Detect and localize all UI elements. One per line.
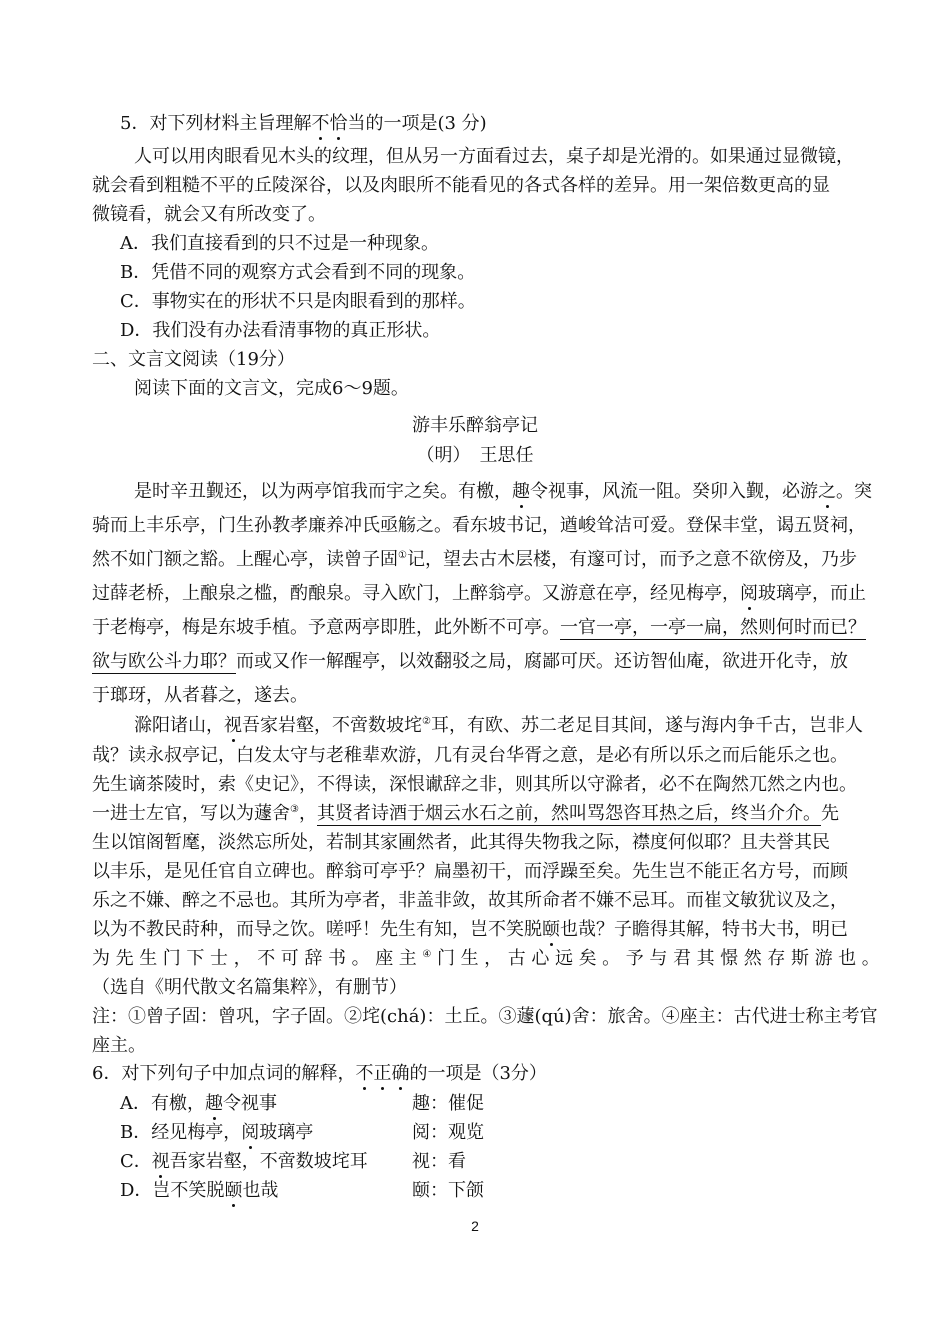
emphasis-char: 趣 [512,481,530,502]
annotation-notes: 注：①曾子固：曾巩，字子固。②垞(chá)：土丘。③蘧(qú)舍：旅舍。④座主：古代进士称主考官 [92,1006,878,1027]
q5-option-c: C．事物实在的形状不只是肉眼看到的那样。 [120,291,476,312]
footnote-marker: ① [398,550,407,561]
passage-line: 先生谪茶陵时，索《史记》，不得读，深恨谳辞之非，则其所以守滁者，必不在陶然兀然之内也。 [92,774,857,795]
passage-author: （明） 王思任 [416,445,534,466]
text-run: C． [120,1151,152,1172]
text-run: 以为不教民莳种，而导之饮。嗟呼！先生有知，岂不笑脱 [92,919,542,940]
passage-line: 骑而上丰乐亭，门生孙教孝廉养冲氏亟觞之。看东坡书记，遒峻耸洁可爱。登保丰堂，谒五贤祠， [92,515,866,536]
text-run: 也哉？子瞻得其解，特书大书，明已 [560,919,848,940]
q6-option-b [120,1121,313,1145]
text-run: 玻璃亭 [259,1122,314,1143]
emphasis-char: 视 [151,1151,170,1172]
passage-line [92,548,857,572]
passage-line [134,714,863,738]
underlined-sentence: 一官一亭，一亭一扁，然则何时而已？ [560,617,866,638]
emphasis-char: 视 [224,715,242,736]
passage-line [134,480,872,504]
passage-line [92,802,839,826]
passage-source: （选自《明代散文名篇集粹》，有删节） [92,977,407,998]
text-run: 为先生门下士，不可辞书。座主 [92,948,423,969]
underlined-sentence: 欲与欧公斗力耶？ [92,651,236,672]
annotation-notes-cont: 座主。 [92,1035,146,1056]
passage-line [92,616,866,640]
emphasis-char: 阅 [241,1122,260,1143]
text-run: 过薛老桥，上酿泉之槛，酌酿泉。寻入欧门，上醉翁亭。又游意在亭，经见梅亭， [92,583,740,604]
q6-option-d [120,1179,278,1203]
q6-answer-b: 阅：观览 [412,1122,484,1143]
emphasis-char: 趣 [205,1093,223,1114]
q5-option-a: A．我们直接看到的只不过是一种现象。 [120,233,439,254]
text-run: B．经见梅亭， [120,1122,242,1143]
text-run: 一进士左官，写以为蘧舍 [92,803,290,824]
q5-option-b: B．凭借不同的观察方式会看到不同的现象。 [120,262,476,283]
emphasis-char: 恰 [329,113,348,134]
text-run: 也哉 [242,1180,279,1201]
page-number: 2 [471,1218,479,1234]
emphasis-char: 不 [311,113,330,134]
emphasis-char: 颐 [224,1180,243,1201]
text-run: 先 [820,803,839,824]
text-run: 门生，古心远矣。予与君其憬然存斯游也。 [436,948,886,969]
text-run: 令视事 [223,1093,277,1114]
text-run: 于老梅亭，梅是东坡手植。予意两亭即胜，此外断不可亭。 [92,617,560,638]
q6-answer-d: 颐：下颌 [412,1180,484,1201]
text-run: A．有檄， [120,1093,205,1114]
emphasis-char: 正 [373,1063,392,1084]
q5-para-line-3: 微镜看，就会又有所改变了。 [92,204,326,225]
section-heading: 二、文言文阅读（19分） [92,349,295,370]
text-run: ， [298,803,317,824]
q5-para-line-2: 就会看到粗糙不平的丘陵深谷，以及肉眼所不能看见的各式各样的差异。用一架倍数更高的显 [92,175,830,196]
q6-option-a [120,1092,277,1116]
text-run: 吾家岩壑，不啻数坡垞 [242,715,422,736]
passage-line: 生以馆阁暂麾，淡然忘所处，若制其家圃然者，此其得失物我之际，襟度何似耶？且夫誉其民 [92,832,830,853]
q5-title [120,112,487,136]
passage-line: 乐之不嫌、醉之不忌也。其所为亭者，非盖非敛，故其所命者不嫌不忌耳。而崔文敏犹议及之， [92,890,848,911]
passage-line [92,947,885,971]
passage-line [92,650,848,674]
text-run: 是时辛丑觐还，以为两亭馆我而宇之矣。有檄， [134,481,512,502]
text-run: 而或又作一解醒亭，以效翻驳之局，腐鄙可厌。还访智仙庵，欲进开化寺，放 [236,651,848,672]
text-run: 然不如门额之豁。上醒心亭，读曾子固 [92,549,398,570]
q6-option-c [120,1150,368,1174]
emphasis-char: 不 [355,1063,374,1084]
emphasis-char: 确 [391,1063,410,1084]
text-run: 令视事，风流一阻。癸卯入觐，必游 [530,481,818,502]
text-run: 吾家岩壑，不啻数坡垞耳 [169,1151,368,1172]
passage-line [92,918,848,942]
q6-answer-c: 视：看 [412,1151,466,1172]
passage-line [92,582,866,606]
text-run: 滁阳诸山， [134,715,224,736]
emphasis-char: 之 [818,481,836,502]
text-run: 。突 [836,481,872,502]
text-run: 5．对下列材料主旨理解 [120,113,312,134]
section-instruction: 阅读下面的文言文，完成6～9题。 [134,378,409,399]
text-run: D．岂不笑脱 [120,1180,225,1201]
footnote-marker: ③ [290,804,299,815]
text-run: 玻璃亭，而止 [758,583,866,604]
text-run: 记，望去古木层楼，有邃可讨，而予之意不欲傍及，乃步 [406,549,857,570]
passage-line: 以丰乐，是见任官自立碑也。醉翁可亭乎？扁墨初干，而浮躁至矣。先生岂不能正名方号，而顾 [92,861,848,882]
text-run: 6．对下列句子中加点词的解释， [92,1063,356,1084]
footnote-marker: ② [422,716,431,727]
passage-line: 于瑯玡，从者暮之，遂去。 [92,685,308,706]
emphasis-char: 颐 [542,919,560,940]
text-run: 的一项是（3分） [409,1063,547,1084]
q6-title [92,1062,547,1086]
emphasis-char: 阅 [740,583,758,604]
passage-title: 游丰乐醉翁亭记 [412,415,538,436]
q5-para-line-1: 人可以用肉眼看见木头的纹理，但从另一方面看过去，桌子却是光滑的。如果通过显微镜， [134,146,854,167]
text-run: 耳，有欧、苏二老足目其间，遂与海内争千古，岂非人 [430,715,863,736]
q5-option-d: D．我们没有办法看清事物的真正形状。 [120,320,441,341]
q6-answer-a: 趣：催促 [412,1093,484,1114]
text-run: 当的一项是(3 分) [347,113,487,134]
footnote-marker: ④ [422,949,437,960]
underlined-sentence: 其贤者诗酒于烟云水石之前，然叫骂怨咨耳热之后，终当介介。 [316,803,821,824]
passage-line: 哉？读永叔亭记，白发太守与老稚辈欢游，几有灵台华胥之意，是必有所以乐之而后能乐之也。 [92,745,848,766]
